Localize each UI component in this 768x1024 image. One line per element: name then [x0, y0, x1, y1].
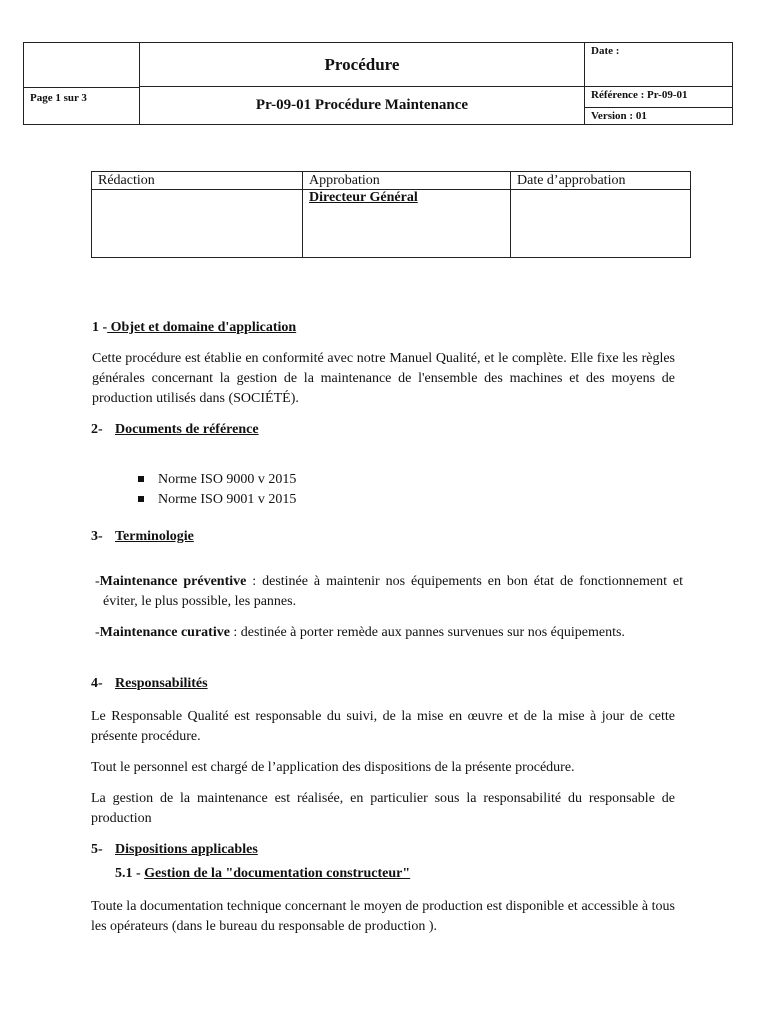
term-curative: -Maintenance curative : destinée à porter remède aux pannes survenues sur nos équipements.: [95, 625, 625, 640]
section-2-number: 2-: [91, 422, 103, 437]
term-definition: : destinée à maintenir nos équipements en bon état de fonctionnement et éviter, le plus possible, les pannes.: [103, 574, 683, 609]
version-label: Version : 01: [585, 108, 733, 125]
section-4-title: Responsabilités: [115, 676, 208, 691]
section-1-title: Objet et domaine d'application: [107, 320, 297, 335]
date-label: Date :: [585, 43, 733, 87]
redaction-cell: [92, 190, 303, 258]
reference-list-item: Norme ISO 9000 v 2015: [138, 470, 296, 490]
col-redaction: Rédaction: [92, 172, 303, 190]
section-2-title: Documents de référence: [115, 422, 259, 437]
section-1-number: 1 -: [92, 320, 108, 335]
term-name: Maintenance préventive: [99, 574, 247, 589]
bullet-icon: [138, 496, 144, 502]
section-1-heading: [92, 320, 296, 336]
page-number: Page 1 sur 3: [24, 87, 139, 108]
section-5-title: Dispositions applicables: [115, 842, 258, 857]
col-approbation: Approbation: [303, 172, 511, 190]
section-1-text: Cette procédure est établie en conformité avec notre Manuel Qualité, et le complète. Elle fixe les règles générales concernant la gestion de la maintenance de l'ensemble des machines et des moyens de production utilisés dans (SOCIÉTÉ).: [92, 351, 675, 406]
approver-name: Directeur Général: [309, 190, 418, 205]
subsection-5-1-heading: [115, 866, 410, 882]
term-definition: : destinée à porter remède aux pannes survenues sur nos équipements.: [229, 625, 625, 640]
section-2-heading: [91, 422, 259, 438]
section-3-heading: [91, 529, 194, 545]
header-table: [23, 42, 733, 125]
subsection-5-1-number: 5.1 -: [115, 866, 141, 881]
term-preventive: -Maintenance préventive : destinée à maintenir nos équipements en bon état de fonctionnement et éviter, le plus possible, les pannes.: [95, 574, 683, 609]
reference-label: Référence : Pr-09-01: [585, 87, 733, 108]
document-type-title: Procédure: [140, 43, 585, 87]
approval-table: [91, 171, 691, 258]
reference-list-item: Norme ISO 9001 v 2015: [138, 490, 296, 510]
section-4-heading: [91, 676, 208, 692]
section-4-paragraph-3: La gestion de la maintenance est réalisée, en particulier sous la responsabilité du responsable de production: [91, 791, 675, 826]
bullet-icon: [138, 476, 144, 482]
section-5-1-text: Toute la documentation technique concernant le moyen de production est disponible et accessible à tous les opérateurs (dans le bureau du responsable de production ).: [91, 899, 675, 934]
document-title: Pr-09-01 Procédure Maintenance: [140, 87, 585, 125]
section-5-number: 5-: [91, 842, 103, 857]
col-date-approbation: Date d’approbation: [511, 172, 691, 190]
approbation-cell: [303, 190, 511, 258]
section-4-number: 4-: [91, 676, 103, 691]
subsection-5-1-title: Gestion de la "documentation constructeur": [144, 866, 411, 881]
header-page-cell: [24, 43, 140, 125]
date-cell: [511, 190, 691, 258]
term-name: Maintenance curative: [99, 625, 230, 640]
section-3-title: Terminologie: [115, 529, 194, 544]
section-3-number: 3-: [91, 529, 103, 544]
section-5-heading: [91, 842, 258, 858]
section-4-paragraph-2: Tout le personnel est chargé de l’application des dispositions de la présente procédure.: [91, 760, 575, 775]
section-4-paragraph-1: Le Responsable Qualité est responsable du suivi, de la mise en œuvre et de la mise à jour de cette présente procédure.: [91, 709, 675, 744]
